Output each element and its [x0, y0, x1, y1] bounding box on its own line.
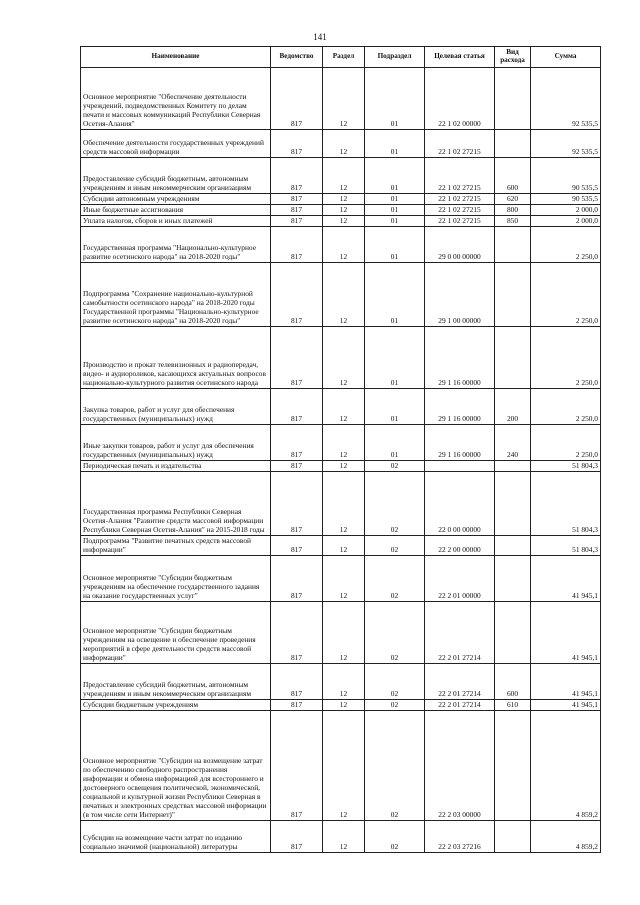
cell-code: 817	[271, 227, 323, 263]
cell-sum: 41 945,1	[531, 556, 601, 602]
cell-sum: 90 535,5	[531, 194, 601, 205]
cell-article: 22 2 03 00000	[425, 711, 495, 821]
cell-article: 29 1 16 00000	[425, 425, 495, 461]
cell-article: 22 0 00 00000	[425, 472, 495, 536]
table-row	[81, 536, 601, 556]
header-name: Наименование	[81, 47, 271, 68]
cell-code: 817	[271, 711, 323, 821]
cell-section: 12	[323, 556, 365, 602]
header-row	[81, 47, 601, 68]
cell-sum: 90 535,5	[531, 158, 601, 194]
cell-sum: 2 250,0	[531, 327, 601, 389]
cell-code: 817	[271, 130, 323, 158]
cell-name: Закупка товаров, работ и услуг для обеспечения государственных (муниципальных) нужд	[81, 389, 271, 425]
table-row	[81, 205, 601, 216]
cell-subsection: 01	[365, 389, 425, 425]
cell-sum: 4 859,2	[531, 821, 601, 853]
cell-sum: 92 535,5	[531, 130, 601, 158]
cell-section: 12	[323, 602, 365, 664]
cell-sum: 2 250,0	[531, 227, 601, 263]
cell-section: 12	[323, 263, 365, 327]
cell-kind	[495, 556, 531, 602]
cell-kind	[495, 130, 531, 158]
cell-article: 22 1 02 27215	[425, 130, 495, 158]
cell-kind: 610	[495, 700, 531, 711]
cell-name: Государственная программа "Национально-культурное развитие осетинского народа" на 2018-2020 годы"	[81, 227, 271, 263]
cell-code: 817	[271, 216, 323, 227]
cell-sum: 2 000,0	[531, 216, 601, 227]
cell-sum: 2 000,0	[531, 205, 601, 216]
cell-name: Иные закупки товаров, работ и услуг для обеспечения государственных (муниципальных) нужд	[81, 425, 271, 461]
cell-article: 22 1 02 00000	[425, 68, 495, 130]
table-row	[81, 389, 601, 425]
table-row	[81, 556, 601, 602]
cell-article: 22 2 01 27214	[425, 664, 495, 700]
cell-code: 817	[271, 664, 323, 700]
cell-code: 817	[271, 389, 323, 425]
header-kind: Вид расхода	[495, 47, 531, 68]
cell-article: 22 1 02 27215	[425, 216, 495, 227]
table-row	[81, 227, 601, 263]
cell-subsection: 02	[365, 711, 425, 821]
cell-subsection: 01	[365, 68, 425, 130]
table-row	[81, 711, 601, 821]
cell-section: 12	[323, 68, 365, 130]
cell-subsection: 02	[365, 556, 425, 602]
cell-code: 817	[271, 205, 323, 216]
cell-subsection: 02	[365, 821, 425, 853]
cell-article: 22 2 03 27216	[425, 821, 495, 853]
budget-table	[80, 46, 601, 853]
cell-code: 817	[271, 327, 323, 389]
cell-code: 817	[271, 472, 323, 536]
cell-article: 29 1 16 00000	[425, 389, 495, 425]
cell-subsection: 01	[365, 194, 425, 205]
table-row	[81, 68, 601, 130]
cell-sum: 2 250,0	[531, 425, 601, 461]
table-row	[81, 263, 601, 327]
cell-name: Субсидии на возмещение части затрат по изданию социально значимой (национальной) литературы	[81, 821, 271, 853]
cell-kind: 620	[495, 194, 531, 205]
table-row	[81, 602, 601, 664]
cell-subsection: 02	[365, 461, 425, 472]
cell-name: Периодическая печать и издательства	[81, 461, 271, 472]
cell-section: 12	[323, 536, 365, 556]
cell-name: Подпрограмма "Развитие печатных средств массовой информации"	[81, 536, 271, 556]
cell-section: 12	[323, 700, 365, 711]
cell-subsection: 01	[365, 205, 425, 216]
cell-kind	[495, 227, 531, 263]
cell-code: 817	[271, 425, 323, 461]
cell-subsection: 02	[365, 536, 425, 556]
cell-kind: 800	[495, 205, 531, 216]
table-row	[81, 194, 601, 205]
cell-section: 12	[323, 227, 365, 263]
header-article: Целевая статья	[425, 47, 495, 68]
header-subsection: Подраздел	[365, 47, 425, 68]
cell-section: 12	[323, 821, 365, 853]
cell-name: Основное мероприятие "Субсидии бюджетным учреждениям на освещение и обеспечение проведения мероприятий в сфере деятельности средств массовой информации"	[81, 602, 271, 664]
cell-name: Основное мероприятие "Субсидии на возмещение затрат по обеспечению свободного распространения информации и обмена информацией для всестороннего и достоверного освещения политической, экономической, социальной и культурной жизни Республики Северная в печатных и электронных средствах массовой информации (в том числе сети Интернет)"	[81, 711, 271, 821]
table-row	[81, 130, 601, 158]
cell-sum: 41 945,1	[531, 700, 601, 711]
cell-subsection: 02	[365, 700, 425, 711]
cell-code: 817	[271, 602, 323, 664]
cell-kind	[495, 263, 531, 327]
cell-subsection: 01	[365, 216, 425, 227]
table-row	[81, 472, 601, 536]
cell-article: 22 1 02 27215	[425, 205, 495, 216]
cell-subsection: 01	[365, 130, 425, 158]
cell-kind	[495, 327, 531, 389]
cell-kind: 600	[495, 158, 531, 194]
table-row	[81, 700, 601, 711]
cell-name: Предоставление субсидий бюджетным, автономным учреждениям и иным некоммерческим организациям	[81, 158, 271, 194]
cell-subsection: 02	[365, 602, 425, 664]
cell-section: 12	[323, 216, 365, 227]
cell-kind: 600	[495, 664, 531, 700]
cell-subsection: 01	[365, 227, 425, 263]
cell-kind	[495, 821, 531, 853]
cell-name: Производство и прокат телевизионных и радиопередач, видео- и аудиороликов, касающихся актуальных вопросов национально-культурного развития осетинского народа	[81, 327, 271, 389]
header-section: Раздел	[323, 47, 365, 68]
cell-sum: 51 804,3	[531, 461, 601, 472]
table-row	[81, 216, 601, 227]
cell-kind	[495, 602, 531, 664]
cell-name: Субсидии бюджетным учреждениям	[81, 700, 271, 711]
table-row	[81, 664, 601, 700]
cell-kind	[495, 711, 531, 821]
cell-section: 12	[323, 194, 365, 205]
cell-article: 22 1 02 27215	[425, 158, 495, 194]
cell-sum: 41 945,1	[531, 664, 601, 700]
cell-section: 12	[323, 711, 365, 821]
cell-subsection: 01	[365, 263, 425, 327]
table-row	[81, 461, 601, 472]
cell-sum: 51 804,3	[531, 536, 601, 556]
table-row	[81, 158, 601, 194]
cell-subsection: 01	[365, 327, 425, 389]
cell-name: Субсидии автономным учреждениям	[81, 194, 271, 205]
cell-article	[425, 461, 495, 472]
cell-kind	[495, 461, 531, 472]
cell-section: 12	[323, 425, 365, 461]
cell-section: 12	[323, 664, 365, 700]
cell-article: 29 1 16 00000	[425, 327, 495, 389]
cell-name: Основное мероприятие "Субсидии бюджетным учреждениям на обеспечение государственного задания на оказание государственных услуг"	[81, 556, 271, 602]
cell-name: Государственная программа Республики Северная Осетия-Алания "Развитие средств массовой информации Республики Северная Осетия-Алания" на 2015-2018 годы	[81, 472, 271, 536]
cell-article: 29 0 00 00000	[425, 227, 495, 263]
cell-section: 12	[323, 327, 365, 389]
cell-section: 12	[323, 205, 365, 216]
table-row	[81, 821, 601, 853]
cell-subsection: 02	[365, 472, 425, 536]
cell-sum: 41 945,1	[531, 602, 601, 664]
cell-name: Уплата налогов, сборов и иных платежей	[81, 216, 271, 227]
cell-subsection: 02	[365, 664, 425, 700]
cell-kind	[495, 68, 531, 130]
cell-sum: 4 859,2	[531, 711, 601, 821]
cell-article: 22 2 01 27214	[425, 700, 495, 711]
table-body	[81, 68, 601, 853]
cell-section: 12	[323, 461, 365, 472]
cell-code: 817	[271, 158, 323, 194]
table-row	[81, 327, 601, 389]
cell-name: Предоставление субсидий бюджетным, автономным учреждениям и иным некоммерческим организациям	[81, 664, 271, 700]
cell-code: 817	[271, 461, 323, 472]
cell-kind: 850	[495, 216, 531, 227]
cell-section: 12	[323, 158, 365, 194]
cell-code: 817	[271, 263, 323, 327]
cell-kind	[495, 536, 531, 556]
cell-sum: 2 250,0	[531, 263, 601, 327]
cell-article: 22 2 00 00000	[425, 536, 495, 556]
cell-kind: 200	[495, 389, 531, 425]
table-row	[81, 425, 601, 461]
cell-article: 29 1 00 00000	[425, 263, 495, 327]
header-code: Ведомство	[271, 47, 323, 68]
cell-subsection: 01	[365, 158, 425, 194]
cell-section: 12	[323, 130, 365, 158]
cell-article: 22 2 01 00000	[425, 556, 495, 602]
cell-code: 817	[271, 821, 323, 853]
cell-name: Основное мероприятие "Обеспечение деятельности учреждений, подведомственных Комитету по делам печати и массовых коммуникаций Республики Северная Осетия-Алания"	[81, 68, 271, 130]
cell-section: 12	[323, 389, 365, 425]
cell-name: Подпрограмма "Сохранение национально-культурной самобытности осетинского народа" на 2018-2020 годы Государственной программы "Национально-культурное развитие осетинского народа" на 2018-2020 годы"	[81, 263, 271, 327]
cell-code: 817	[271, 556, 323, 602]
cell-section: 12	[323, 472, 365, 536]
cell-kind: 240	[495, 425, 531, 461]
cell-name: Обеспечение деятельности государственных учреждений средств массовой информации	[81, 130, 271, 158]
cell-article: 22 2 01 27214	[425, 602, 495, 664]
cell-sum: 92 535,5	[531, 68, 601, 130]
cell-sum: 2 250,0	[531, 389, 601, 425]
cell-kind	[495, 472, 531, 536]
cell-sum: 51 804,3	[531, 472, 601, 536]
cell-code: 817	[271, 536, 323, 556]
cell-subsection: 01	[365, 425, 425, 461]
cell-code: 817	[271, 68, 323, 130]
page-number: 141	[313, 32, 327, 42]
cell-code: 817	[271, 194, 323, 205]
cell-code: 817	[271, 700, 323, 711]
cell-name: Иные бюджетные ассигнования	[81, 205, 271, 216]
cell-article: 22 1 02 27215	[425, 194, 495, 205]
header-sum: Сумма	[531, 47, 601, 68]
